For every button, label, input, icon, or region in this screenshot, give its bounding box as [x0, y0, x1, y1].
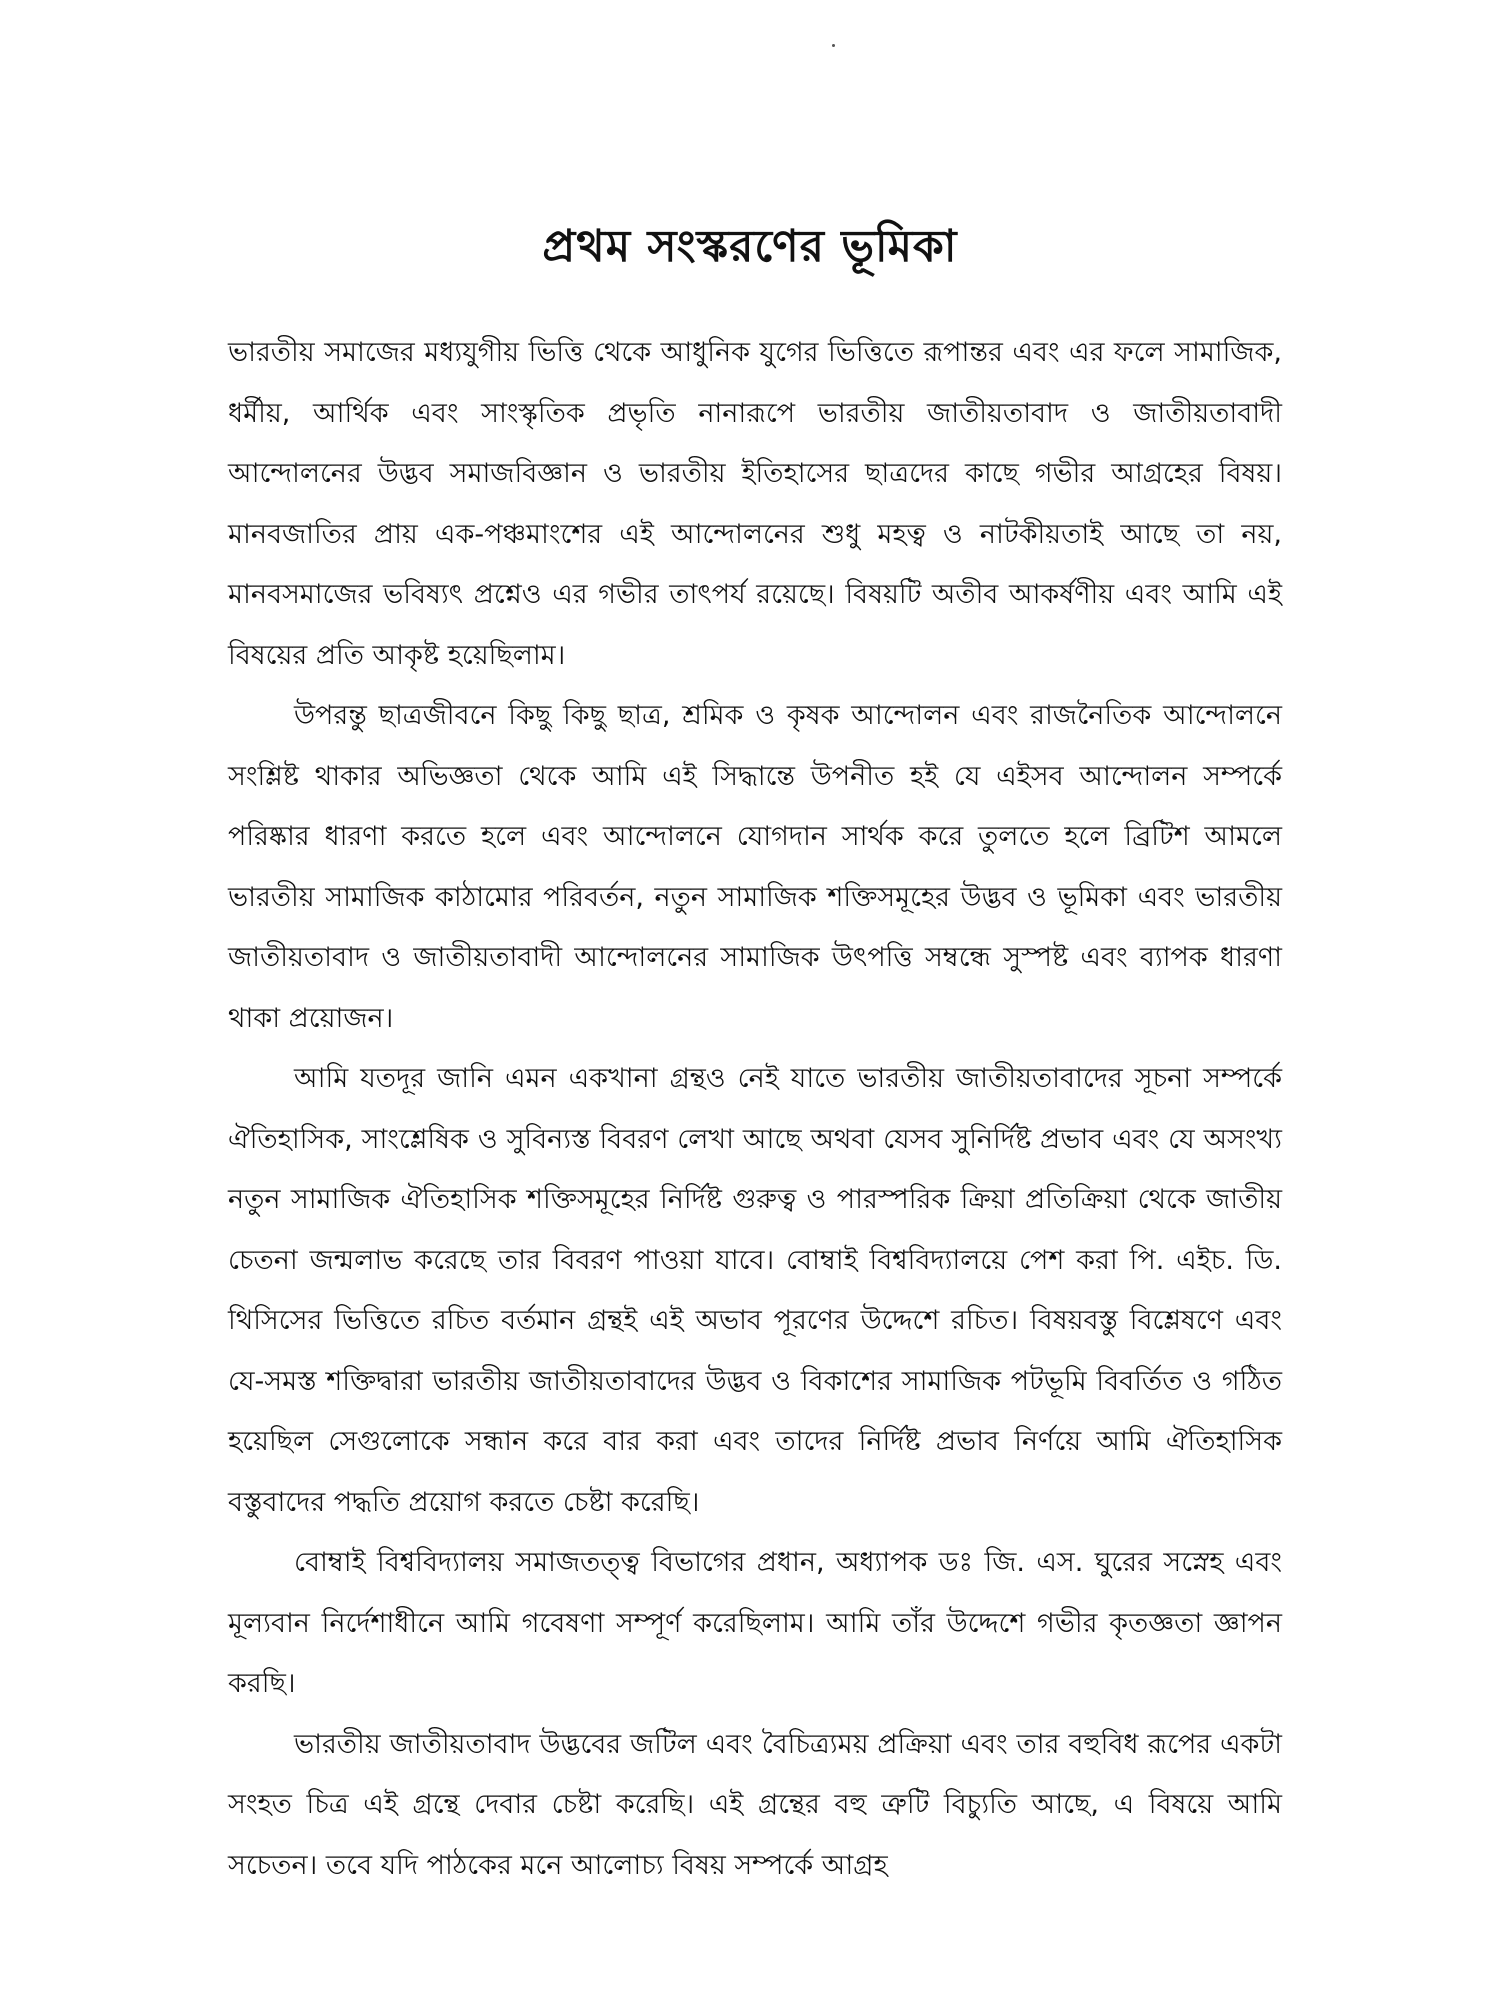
paragraph-4: বোম্বাই বিশ্ববিদ্যালয় সমাজতত্ত্ব বিভাগের প্রধান, অধ্যাপক ডঃ জি. এস. ঘুরের সস্নেহ এবং মূল্যবান নির্দেশাধীনে আমি গবেষণা সম্পূর্ণ করেছিলাম। আমি তাঁর উদ্দেশে গভীর কৃতজ্ঞতা জ্ঞাপন করছি। [228, 1547, 1282, 1699]
paragraph-1: ভারতীয় সমাজের মধ্যযুগীয় ভিত্তি থেকে আধুনিক যুগের ভিত্তিতে রূপান্তর এবং এর ফলে সামাজিক, ধর্মীয়, আর্থিক এবং সাংস্কৃতিক প্রভৃতি নানারূপে ভারতীয় জাতীয়তাবাদ ও জাতীয়তাবাদী আন্দোলনের উদ্ভব সমাজবিজ্ঞান ও ভারতীয় ইতিহাসের ছাত্রদের কাছে গভীর আগ্রহের বিষয়। মানবজাতির প্রায় এক-পঞ্চমাংশের এই আন্দোলনের শুধু মহত্ব ও নাটকীয়তাই আছে তা নয়, মানবসমাজের ভবিষ্যৎ প্রশ্নেও এর গভীর তাৎপর্য রয়েছে। বিষয়টি অতীব আকর্ষণীয় এবং আমি এই বিষয়ের প্রতি আকৃষ্ট হয়েছিলাম। [228, 337, 1282, 671]
paragraph-3: আমি যতদূর জানি এমন একখানা গ্রন্থও নেই যাতে ভারতীয় জাতীয়তাবাদের সূচনা সম্পর্কে ঐতিহাসিক, সাংশ্লেষিক ও সুবিন্যস্ত বিবরণ লেখা আছে অথবা যেসব সুনির্দিষ্ট প্রভাব এবং যে অসংখ্য নতুন সামাজিক ঐতিহাসিক শক্তিসমূহের নির্দিষ্ট গুরুত্ব ও পারস্পরিক ক্রিয়া প্রতিক্রিয়া থেকে জাতীয় চেতনা জন্মলাভ করেছে তার বিবরণ পাওয়া যাবে। বোম্বাই বিশ্ববিদ্যালয়ে পেশ করা পি. এইচ. ডি. থিসিসের ভিত্তিতে রচিত বর্তমান গ্রন্থই এই অভাব পূরণের উদ্দেশে রচিত। বিষয়বস্তু বিশ্লেষণে এবং যে-সমস্ত শক্তিদ্বারা ভারতীয় জাতীয়তাবাদের উদ্ভব ও বিকাশের সামাজিক পটভূমি বিবর্তিত ও গঠিত হয়েছিল সেগুলোকে সন্ধান করে বার করা এবং তাদের নির্দিষ্ট প্রভাব নির্ণয়ে আমি ঐতিহাসিক বস্তুবাদের পদ্ধতি প্রয়োগ করতে চেষ্টা করেছি। [228, 1063, 1282, 1518]
paragraph-5: ভারতীয় জাতীয়তাবাদ উদ্ভবের জটিল এবং বৈচিত্র্যময় প্রক্রিয়া এবং তার বহুবিধ রূপের একটা সংহত চিত্র এই গ্রন্থে দেবার চেষ্টা করেছি। এই গ্রন্থের বহু ত্রুটি বিচ্যুতি আছে, এ বিষয়ে আমি সচেতন। তবে যদি পাঠকের মনে আলোচ্য বিষয় সম্পর্কে আগ্রহ [228, 1728, 1282, 1881]
page-title: প্রথম সংস্করণের ভূমিকা [542, 221, 958, 273]
preface-body [228, 323, 1282, 1896]
paragraph-2: উপরন্তু ছাত্রজীবনে কিছু কিছু ছাত্র, শ্রমিক ও কৃষক আন্দোলন এবং রাজনৈতিক আন্দোলনে সংশ্লিষ্ট থাকার অভিজ্ঞতা থেকে আমি এই সিদ্ধান্তে উপনীত হই যে এইসব আন্দোলন সম্পর্কে পরিষ্কার ধারণা করতে হলে এবং আন্দোলনে যোগদান সার্থক করে তুলতে হলে ব্রিটিশ আমলে ভারতীয় সামাজিক কাঠামোর পরিবর্তন, নতুন সামাজিক শক্তিসমূহের উদ্ভব ও ভূমিকা এবং ভারতীয় জাতীয়তাবাদ ও জাতীয়তাবাদী আন্দোলনের সামাজিক উৎপত্তি সম্বন্ধে সুস্পষ্ট এবং ব্যাপক ধারণা থাকা প্রয়োজন। [228, 700, 1282, 1034]
print-speck [832, 44, 835, 47]
